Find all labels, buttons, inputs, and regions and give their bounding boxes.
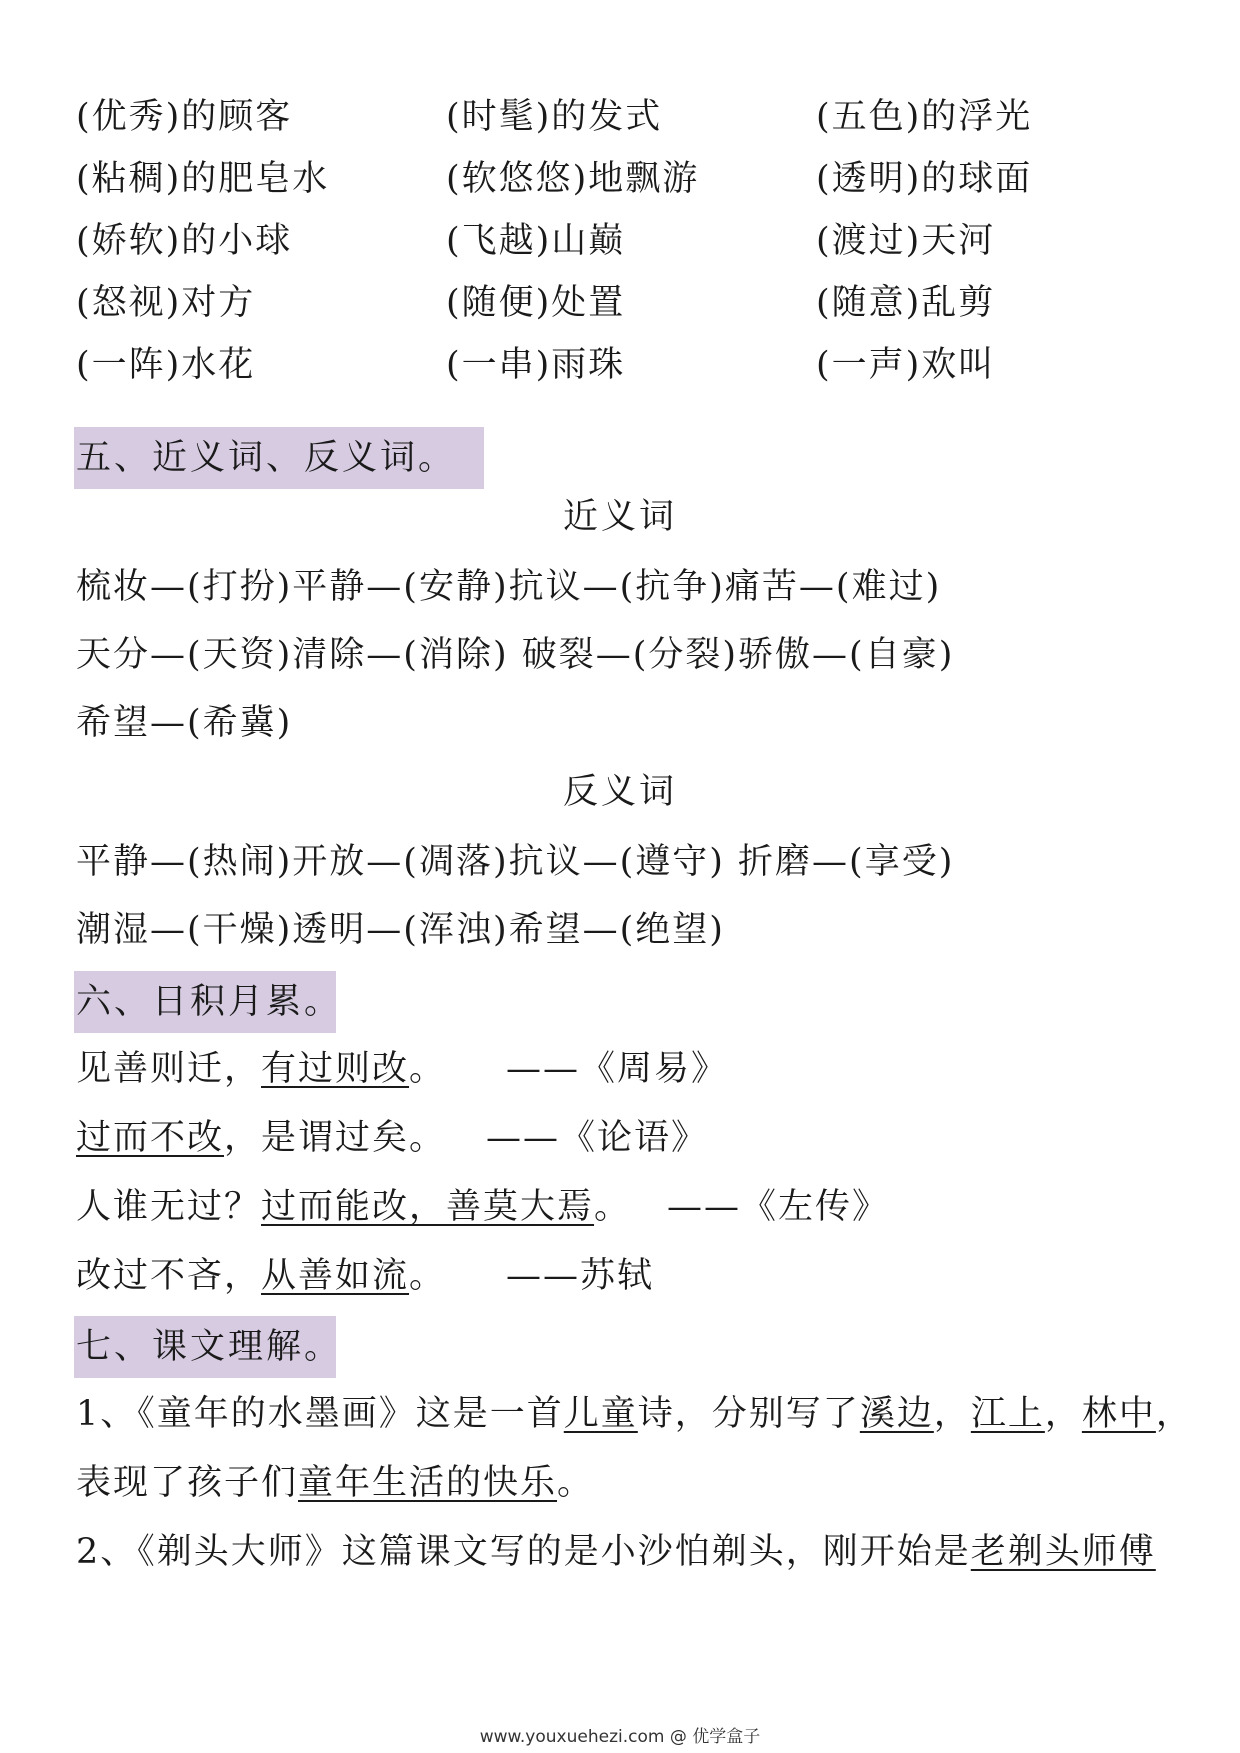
antonyms-line: 平静—(热闹)开放—(凋落)抗议—(遵守) 折磨—(享受) — [76, 842, 955, 882]
quote-line — [76, 1044, 728, 1094]
quote-source: ——《论语》 — [486, 1118, 709, 1158]
grid-cell: (软悠悠)地飘游 — [446, 159, 700, 199]
paragraph-text: ， — [1044, 1394, 1082, 1434]
synonyms-title: 近义词 — [562, 497, 677, 537]
underlined-answer: 过而不改 — [76, 1118, 225, 1158]
grid-cell: (时髦)的发式 — [446, 97, 663, 137]
section-heading-daily-accumulation: 六、日积月累。 — [74, 971, 336, 1033]
grid-cell: (一阵)水花 — [76, 345, 256, 385]
grid-cell: (一串)雨珠 — [446, 345, 626, 385]
grid-cell: (渡过)天河 — [816, 221, 996, 261]
grid-row — [76, 216, 1176, 266]
grid-row — [76, 340, 1176, 390]
underlined-answer: 有过则改 — [261, 1049, 410, 1089]
quote-text: 。 — [409, 1049, 447, 1089]
synonyms-line: 希望—(希冀) — [76, 703, 293, 743]
quote-text: 。 — [409, 1256, 447, 1296]
grid-cell: (飞越)山巅 — [446, 221, 626, 261]
paragraph-line — [76, 1389, 1193, 1439]
grid-cell: (随便)处置 — [446, 283, 626, 323]
quote-text: ，是谓过矣。 — [224, 1118, 447, 1158]
paragraph-line — [76, 1527, 1156, 1577]
quote-source: ——《周易》 — [506, 1049, 729, 1089]
paragraph-text: 表现了孩子们 — [76, 1463, 299, 1503]
footer-watermark: www.youxuehezi.com @ 优学盒子 — [479, 1727, 761, 1747]
quote-line — [76, 1251, 654, 1301]
quote-text: 见善则迁， — [76, 1049, 262, 1089]
paragraph-text: 1、《童年的水墨画》这是一首 — [76, 1394, 564, 1434]
grid-cell: (优秀)的顾客 — [76, 97, 293, 137]
underlined-answer: 从善如流 — [261, 1256, 410, 1296]
grid-row — [76, 278, 1176, 328]
grid-cell: (透明)的球面 — [816, 159, 1033, 199]
quote-text: 人谁无过？ — [76, 1187, 262, 1227]
synonyms-line: 天分—(天资)清除—(消除) 破裂—(分裂)骄傲—(自豪) — [76, 635, 955, 675]
grid-cell: (随意)乱剪 — [816, 283, 996, 323]
paragraph-text: 。 — [557, 1463, 595, 1503]
underlined-answer: 老剃头师傅 — [970, 1532, 1156, 1572]
grid-row — [76, 154, 1176, 204]
underlined-answer: 儿童 — [563, 1394, 638, 1434]
section-heading-text-comprehension: 七、课文理解。 — [74, 1316, 336, 1378]
grid-cell: (五色)的浮光 — [816, 97, 1033, 137]
paragraph-line — [76, 1458, 594, 1508]
quote-source: ——苏轼 — [506, 1256, 655, 1296]
underlined-answer: 过而能改，善莫大焉 — [261, 1187, 595, 1227]
grid-row — [76, 92, 1176, 142]
quote-line — [76, 1113, 708, 1163]
quote-line — [76, 1182, 889, 1232]
paragraph-text: ， — [933, 1394, 971, 1434]
underlined-answer: 林中 — [1081, 1394, 1156, 1434]
grid-cell: (粘稠)的肥皂水 — [76, 159, 330, 199]
grid-cell: (怒视)对方 — [76, 283, 256, 323]
underlined-answer: 江上 — [970, 1394, 1045, 1434]
underlined-answer: 童年生活的快乐 — [298, 1463, 558, 1503]
grid-cell: (娇软)的小球 — [76, 221, 293, 261]
antonyms-line: 潮湿—(干燥)透明—(浑浊)希望—(绝望) — [76, 910, 725, 950]
quote-source: ——《左传》 — [667, 1187, 890, 1227]
paragraph-text: 2、《剃头大师》这篇课文写的是小沙怕剃头，刚开始是 — [76, 1532, 971, 1572]
quote-text: 改过不吝， — [76, 1256, 262, 1296]
paragraph-text: 诗，分别写了 — [637, 1394, 860, 1434]
synonyms-line: 梳妆—(打扮)平静—(安静)抗议—(抗争)痛苦—(难过) — [76, 567, 942, 607]
section-heading-synonyms-antonyms: 五、近义词、反义词。 — [74, 427, 484, 489]
quote-text: 。 — [594, 1187, 632, 1227]
paragraph-text: ， — [1155, 1394, 1193, 1434]
grid-cell: (一声)欢叫 — [816, 345, 996, 385]
underlined-answer: 溪边 — [859, 1394, 934, 1434]
antonyms-title: 反义词 — [562, 772, 677, 812]
